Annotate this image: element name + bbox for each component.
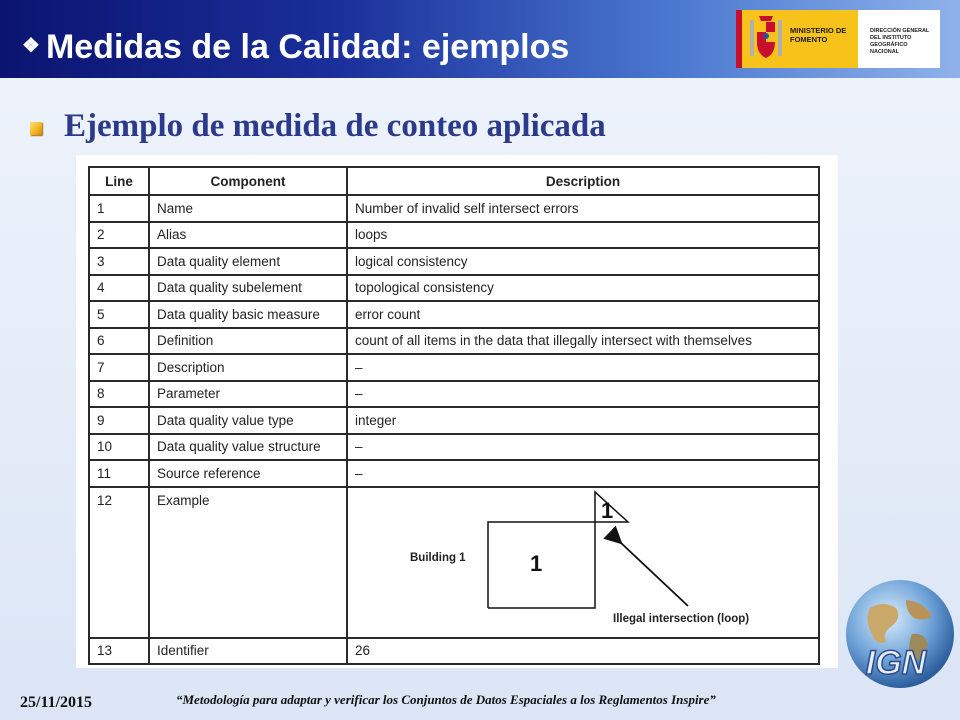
header-line: Line — [89, 167, 149, 195]
cell-description: error count — [347, 301, 819, 328]
building-label: Building 1 — [410, 551, 466, 564]
directorate-name: DIRECCIÓN GENERAL DEL INSTITUTO GEOGRÁFICO NACIONAL — [870, 28, 930, 55]
ign-globe-logo — [836, 578, 960, 690]
cell-description: topological consistency — [347, 275, 819, 302]
cell-description: – — [347, 434, 819, 461]
cell-component: Data quality basic measure — [149, 301, 347, 328]
loop-arrow — [620, 542, 688, 606]
table-row — [89, 301, 819, 328]
table-row — [89, 434, 819, 461]
table-row-example — [89, 487, 819, 638]
table-row — [89, 195, 819, 222]
ministry-name: MINISTERIO DE FOMENTO — [790, 26, 847, 44]
page-title-text: Medidas de la Calidad: ejemplos — [45, 28, 570, 66]
cell-line: 7 — [89, 354, 149, 381]
cell-line: 2 — [89, 222, 149, 249]
cell-component: Definition — [149, 328, 347, 355]
table-row — [89, 328, 819, 355]
main-count-label: 1 — [530, 550, 543, 576]
logo-yellow-panel — [736, 10, 858, 68]
cell-component: Data quality value type — [149, 407, 347, 434]
cell-line: 3 — [89, 248, 149, 275]
ministry-logo — [736, 10, 940, 68]
cell-line: 13 — [89, 638, 149, 665]
cell-component: Alias — [149, 222, 347, 249]
table-row — [89, 460, 819, 487]
cell-line: 6 — [89, 328, 149, 355]
table-row — [89, 275, 819, 302]
square-bullet-icon — [30, 122, 42, 135]
table-row — [89, 407, 819, 434]
cell-line: 4 — [89, 275, 149, 302]
cell-line: 9 — [89, 407, 149, 434]
cell-component: Example — [149, 487, 347, 638]
cell-description: – — [347, 381, 819, 408]
cell-description: loops — [347, 222, 819, 249]
loop-label: Illegal intersection (loop) — [613, 612, 750, 625]
footer-date: 25/11/2015 — [20, 694, 93, 711]
table-row — [89, 248, 819, 275]
table-row — [89, 222, 819, 249]
cell-description: – — [347, 354, 819, 381]
ign-logo-text: IGN — [865, 644, 927, 682]
cell-component: Parameter — [149, 381, 347, 408]
coat-of-arms-icon — [748, 14, 784, 64]
cell-line: 11 — [89, 460, 149, 487]
example-diagram-cell — [347, 487, 819, 638]
cell-component: Data quality element — [149, 248, 347, 275]
cell-component: Data quality value structure — [149, 434, 347, 461]
cell-description: Number of invalid self intersect errors — [347, 195, 819, 222]
cell-component: Description — [149, 354, 347, 381]
table-panel — [76, 155, 838, 668]
subheading: Ejemplo de medida de conteo aplicada — [64, 108, 606, 144]
cell-description: – — [347, 460, 819, 487]
cell-component: Data quality subelement — [149, 275, 347, 302]
cell-line: 12 — [89, 487, 149, 638]
page-title — [22, 26, 569, 67]
cell-line: 1 — [89, 195, 149, 222]
loop-count-label: 1 — [601, 497, 614, 523]
table-row — [89, 381, 819, 408]
table-row — [89, 354, 819, 381]
header-bar — [0, 0, 960, 78]
table-header-row — [89, 167, 819, 195]
measure-table — [88, 166, 820, 665]
logo-red-stripe — [736, 10, 742, 68]
cell-component: Source reference — [149, 460, 347, 487]
cell-description: count of all items in the data that illegally intersect with themselves — [347, 328, 819, 355]
header-component: Component — [149, 167, 347, 195]
cell-component: Identifier — [149, 638, 347, 665]
cell-description: integer — [347, 407, 819, 434]
header-description: Description — [347, 167, 819, 195]
footer-quote: “Metodología para adaptar y verificar los Conjuntos de Datos Espaciales a los Reglamentos Inspire” — [176, 692, 716, 707]
cell-description: 26 — [347, 638, 819, 665]
self-intersection-diagram — [348, 488, 838, 634]
cell-line: 5 — [89, 301, 149, 328]
cell-line: 8 — [89, 381, 149, 408]
cell-line: 10 — [89, 434, 149, 461]
table-row — [89, 638, 819, 665]
cell-component: Name — [149, 195, 347, 222]
cell-description: logical consistency — [347, 248, 819, 275]
diamond-bullet-icon: ❖ — [22, 35, 40, 57]
